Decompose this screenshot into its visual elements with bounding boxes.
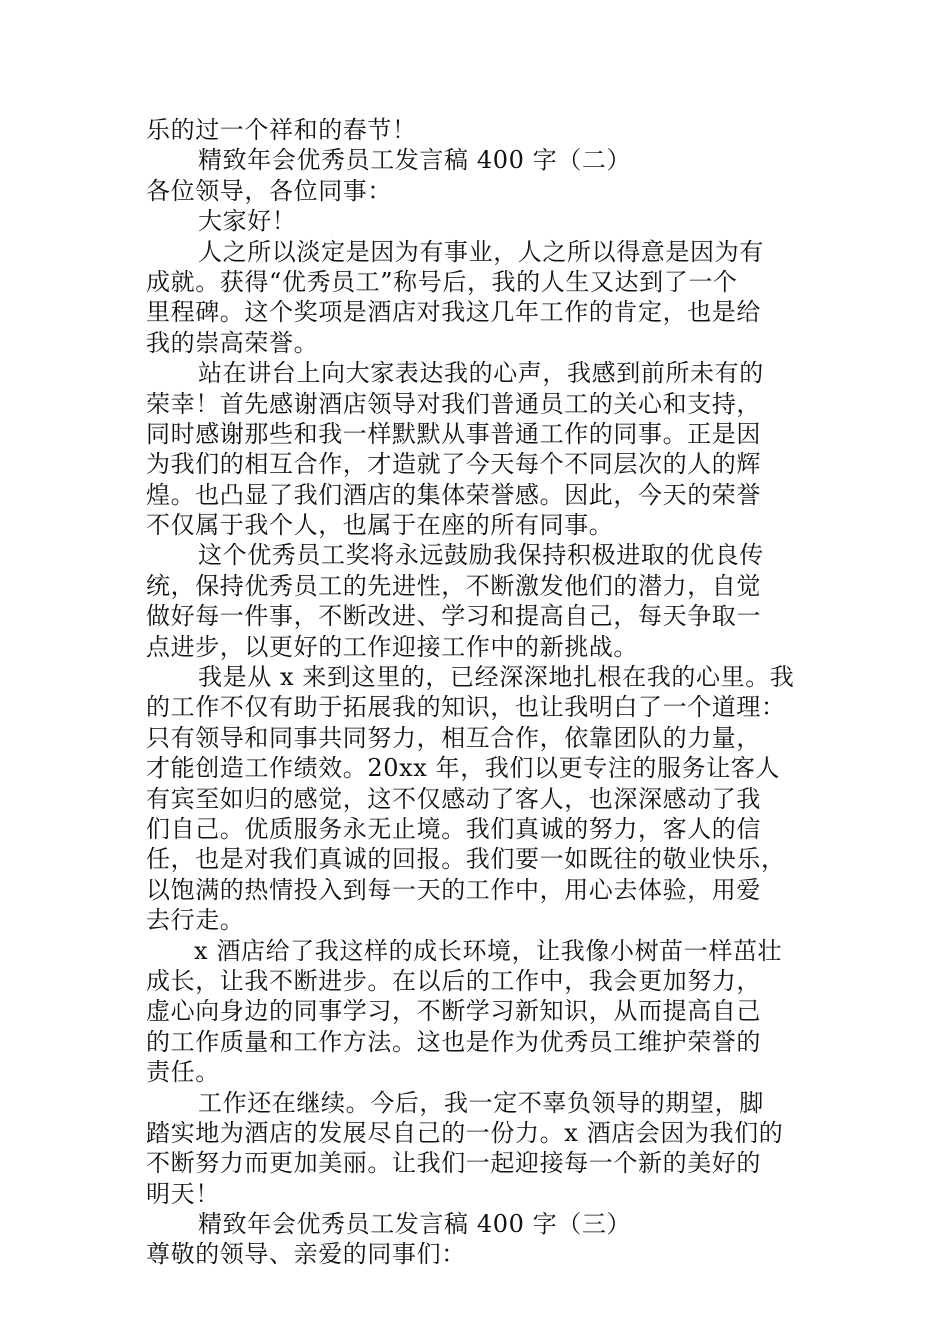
text-line: 工作还在继续。今后，我一定不辜负领导的期望，脚 bbox=[198, 1088, 764, 1117]
text-line: 站在讲台上向大家表达我的心声，我感到前所未有的 bbox=[198, 359, 764, 388]
text-line: 的工作质量和工作方法。这也是作为优秀员工维护荣誉的 bbox=[146, 1027, 761, 1056]
text-line: 人之所以淡定是因为有事业，人之所以得意是因为有 bbox=[198, 237, 764, 266]
text-line: 只有领导和同事共同努力，相互合作，依靠团队的力量， bbox=[146, 723, 761, 752]
text-line: 乐的过一个祥和的春节！ bbox=[146, 116, 417, 144]
text-line: 做好每一件事，不断改进、学习和提高自己，每天争取一 bbox=[146, 602, 761, 631]
text-line: 任，也是对我们真诚的回报。我们要一如既往的敬业快乐， bbox=[146, 845, 786, 874]
text-line: 去行走。 bbox=[146, 906, 245, 935]
text-line: 踏实地为酒店的发展尽自己的一份力。x 酒店会因为我们的 bbox=[146, 1118, 784, 1147]
text-line: 这个优秀员工奖将永远鼓励我保持积极进取的优良传 bbox=[198, 541, 764, 570]
text-line: 点进步，以更好的工作迎接工作中的新挑战。 bbox=[146, 632, 638, 661]
text-line: 尊敬的领导、亲爱的同事们： bbox=[146, 1240, 466, 1269]
text-line: 煌。也凸显了我们酒店的集体荣誉感。因此，今天的荣誉 bbox=[146, 480, 761, 509]
text-line: 的工作不仅有助于拓展我的知识，也让我明白了一个道理： bbox=[146, 693, 786, 722]
text-line: 荣幸！首先感谢酒店领导对我们普通员工的关心和支持， bbox=[146, 389, 761, 418]
section-heading: 精致年会优秀员工发言稿 400 字（二） bbox=[198, 146, 632, 175]
text-line: 责任。 bbox=[146, 1058, 220, 1087]
text-line: 明天！ bbox=[146, 1179, 220, 1208]
text-line: 才能创造工作绩效。20xx 年，我们以更专注的服务让客人 bbox=[146, 754, 781, 783]
text-line: 有宾至如归的感觉，这不仅感动了客人，也深深感动了我 bbox=[146, 784, 761, 813]
text-line: 我是从 x 来到这里的，已经深深地扎根在我的心里。我 bbox=[198, 663, 795, 692]
text-line: x 酒店给了我这样的成长环境，让我像小树苗一样茁壮 bbox=[194, 936, 783, 965]
text-line: 为我们的相互合作，才造就了今天每个不同层次的人的辉 bbox=[146, 450, 761, 479]
text-line: 以饱满的热情投入到每一天的工作中，用心去体验，用爱 bbox=[146, 875, 761, 904]
text-line: 虚心向身边的同事学习，不断学习新知识，从而提高自己 bbox=[146, 997, 761, 1026]
text-line: 统，保持优秀员工的先进性，不断激发他们的潜力，自觉 bbox=[146, 571, 761, 600]
text-line: 各位领导，各位同事： bbox=[146, 176, 392, 205]
text-line: 成就。获得“优秀员工”称号后，我的人生又达到了一个 bbox=[146, 267, 738, 296]
section-heading: 精致年会优秀员工发言稿 400 字（三） bbox=[198, 1210, 632, 1239]
text-line: 里程碑。这个奖项是酒店对我这几年工作的肯定，也是给 bbox=[146, 298, 761, 327]
text-line: 不仅属于我个人，也属于在座的所有同事。 bbox=[146, 511, 614, 540]
text-line: 成长，让我不断进步。在以后的工作中，我会更加努力， bbox=[146, 966, 761, 995]
document-body bbox=[146, 115, 816, 1270]
text-line: 大家好！ bbox=[198, 207, 297, 236]
text-line: 同时感谢那些和我一样默默从事普通工作的同事。正是因 bbox=[146, 419, 761, 448]
text-line: 不断努力而更加美丽。让我们一起迎接每一个新的美好的 bbox=[146, 1149, 761, 1178]
text-line: 我的崇高荣誉。 bbox=[146, 328, 319, 357]
text-line: 们自己。优质服务永无止境。我们真诚的努力，客人的信 bbox=[146, 814, 761, 843]
